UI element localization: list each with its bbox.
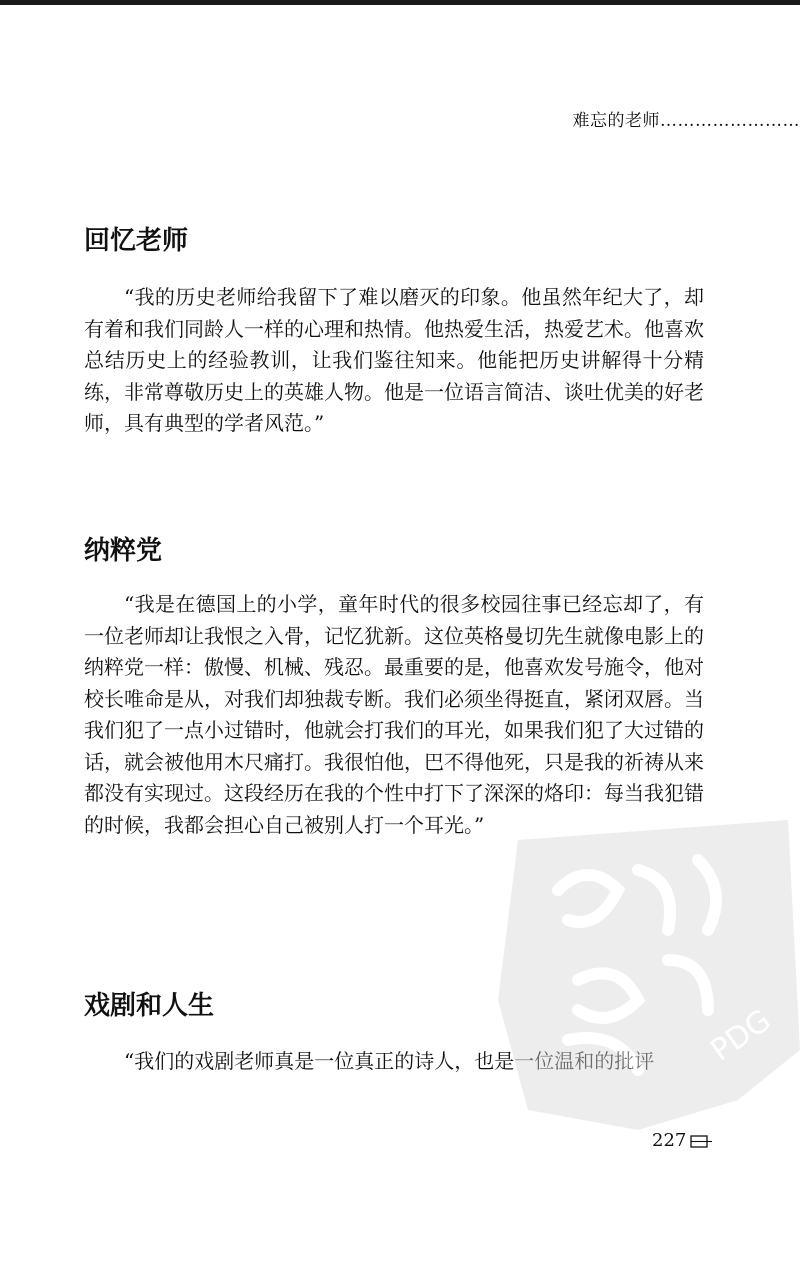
seal-watermark-icon (488, 800, 800, 1130)
running-header (500, 106, 800, 131)
watermark-pdg-text: PDG (704, 1002, 778, 1069)
section-body-recall-teacher: “我的历史老师给我留下了难以磨灭的印象。他虽然年纪大了，却有着和我们同龄人一样的心理和热情。他热爱生活，热爱艺术。他喜欢总结历史上的经验教训，让我们鉴往知来。他能把历史讲解得十分精练，非常尊敬历史上的英雄人物。他是一位语言简洁、谈吐优美的好老师，具有典型的学者风范。” (84, 285, 704, 435)
running-header-leader: …………………… (660, 111, 800, 131)
section-title-drama-and-life: 戏剧和人生 (84, 991, 215, 1021)
page-number: 227 (652, 1130, 687, 1151)
top-border-rule (0, 0, 800, 5)
section-title-recall-teacher: 回忆老师 (84, 226, 189, 256)
section-body-drama-and-life: “我们的戏剧老师真是一位真正的诗人，也是一位温和的批评 (124, 1049, 655, 1073)
section-title-nazi-party: 纳粹党 (84, 536, 163, 566)
section-body-nazi-party: “我是在德国上的小学，童年时代的很多校园往事已经忘却了，有一位老师却让我恨之入骨，记忆犹新。这位英格曼切先生就像电影上的纳粹党一样：傲慢、机械、残忍。最重要的是，他喜欢发号施令，他对校长唯命是从，对我们却独裁专断。我们必须坐得挺直，紧闭双唇。当我们犯了一点小过错时，他就会打我们的耳光，如果我们犯了大过错的话，就会被他用木尺痛打。我很怕他，巴不得他死，只是我的祈祷从来都没有实现过。这段经历在我的个性中打下了深深的烙印：每当我犯错的时候，我都会担心自己被别人打一个耳光。” (84, 592, 704, 837)
page-footer (652, 1130, 712, 1151)
running-header-title: 难忘的老师 (572, 111, 660, 131)
book-icon (690, 1133, 712, 1149)
